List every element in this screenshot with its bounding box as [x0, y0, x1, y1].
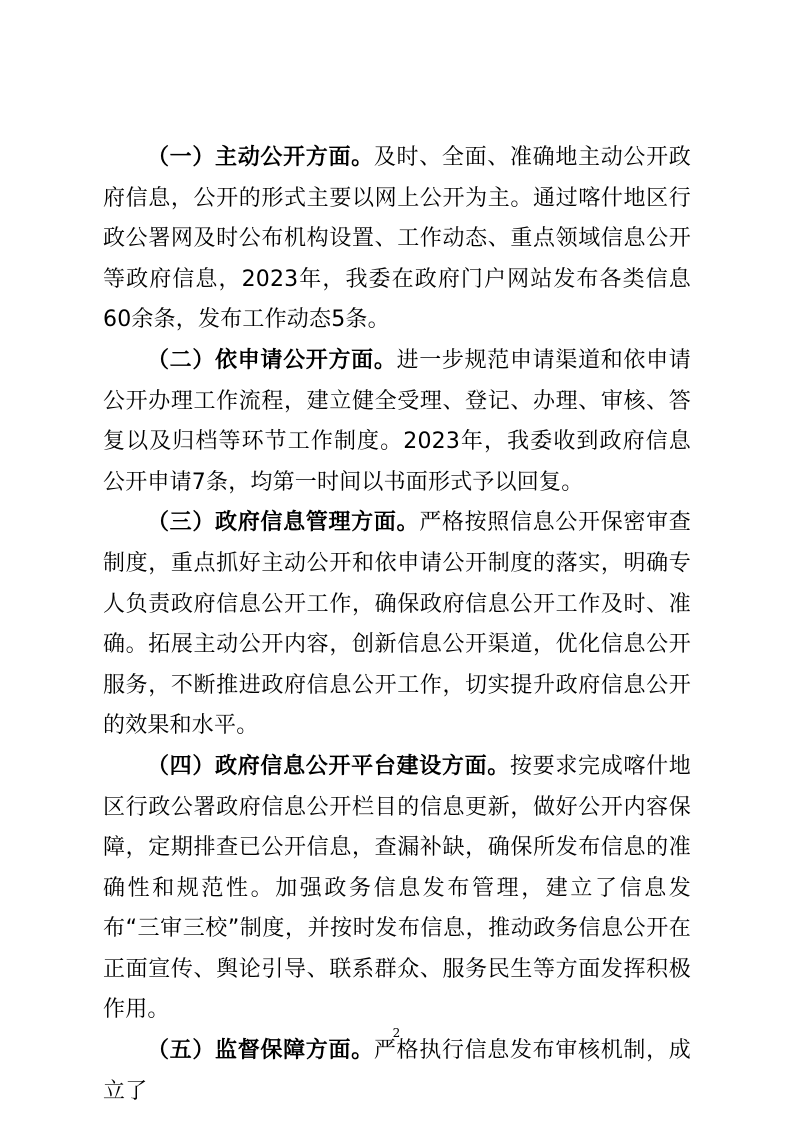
paragraph-proactive-disclosure	[103, 138, 691, 341]
section-heading: （三）政府信息管理方面。	[147, 510, 420, 536]
section-text: 及时、全面、准确地主动公开政府信息，公开的形式主要以网上公开为主。通过喀什地区行政公署网及时公布机构设置、工作动态、重点领域信息公开等政府信息，2023年，我委在政府门户网站发布各类信息60余条，发布工作动态5条。	[103, 145, 691, 333]
paragraph-disclosure-on-request	[103, 341, 691, 503]
page-number: 2	[392, 1026, 401, 1040]
section-heading: （四）政府信息公开平台建设方面。	[147, 753, 510, 779]
section-text: 按要求完成喀什地区行政公署政府信息公开栏目的信息更新，做好公开内容保障，定期排查已公开信息，查漏补缺，确保所发布信息的准确性和规范性。加强政务信息发布管理，建立了信息发布“三审三校”制度，并按时发布信息，推动政务信息公开在正面宣传、舆论引导、联系群众、服务民生等方面发挥积极作用。	[103, 753, 691, 1023]
section-text: 严格按照信息公开保密审查制度，重点抓好主动公开和依申请公开制度的落实，明确专人负责政府信息公开工作，确保政府信息公开工作及时、准确。拓展主动公开内容，创新信息公开渠道，优化信息公开服务，不断推进政府信息公开工作，切实提升政府信息公开的效果和水平。	[103, 510, 692, 739]
section-text: 严格执行信息发布审核机制，成立了	[103, 1038, 691, 1104]
section-heading: （五）监督保障方面。	[147, 1038, 374, 1064]
section-heading: （二）依申请公开方面。	[147, 347, 397, 373]
paragraph-platform-construction	[103, 747, 691, 1031]
section-heading: （一）主动公开方面。	[147, 145, 374, 170]
document-body	[103, 138, 691, 1112]
paragraph-supervision-guarantee	[103, 1031, 691, 1112]
section-text: 进一步规范申请渠道和依申请公开办理工作流程，建立健全受理、登记、办理、审核、答复以及归档等环节工作制度。2023年，我委收到政府信息公开申请7条，均第一时间以书面形式予以回复。	[103, 347, 692, 495]
paragraph-information-management	[103, 503, 691, 747]
